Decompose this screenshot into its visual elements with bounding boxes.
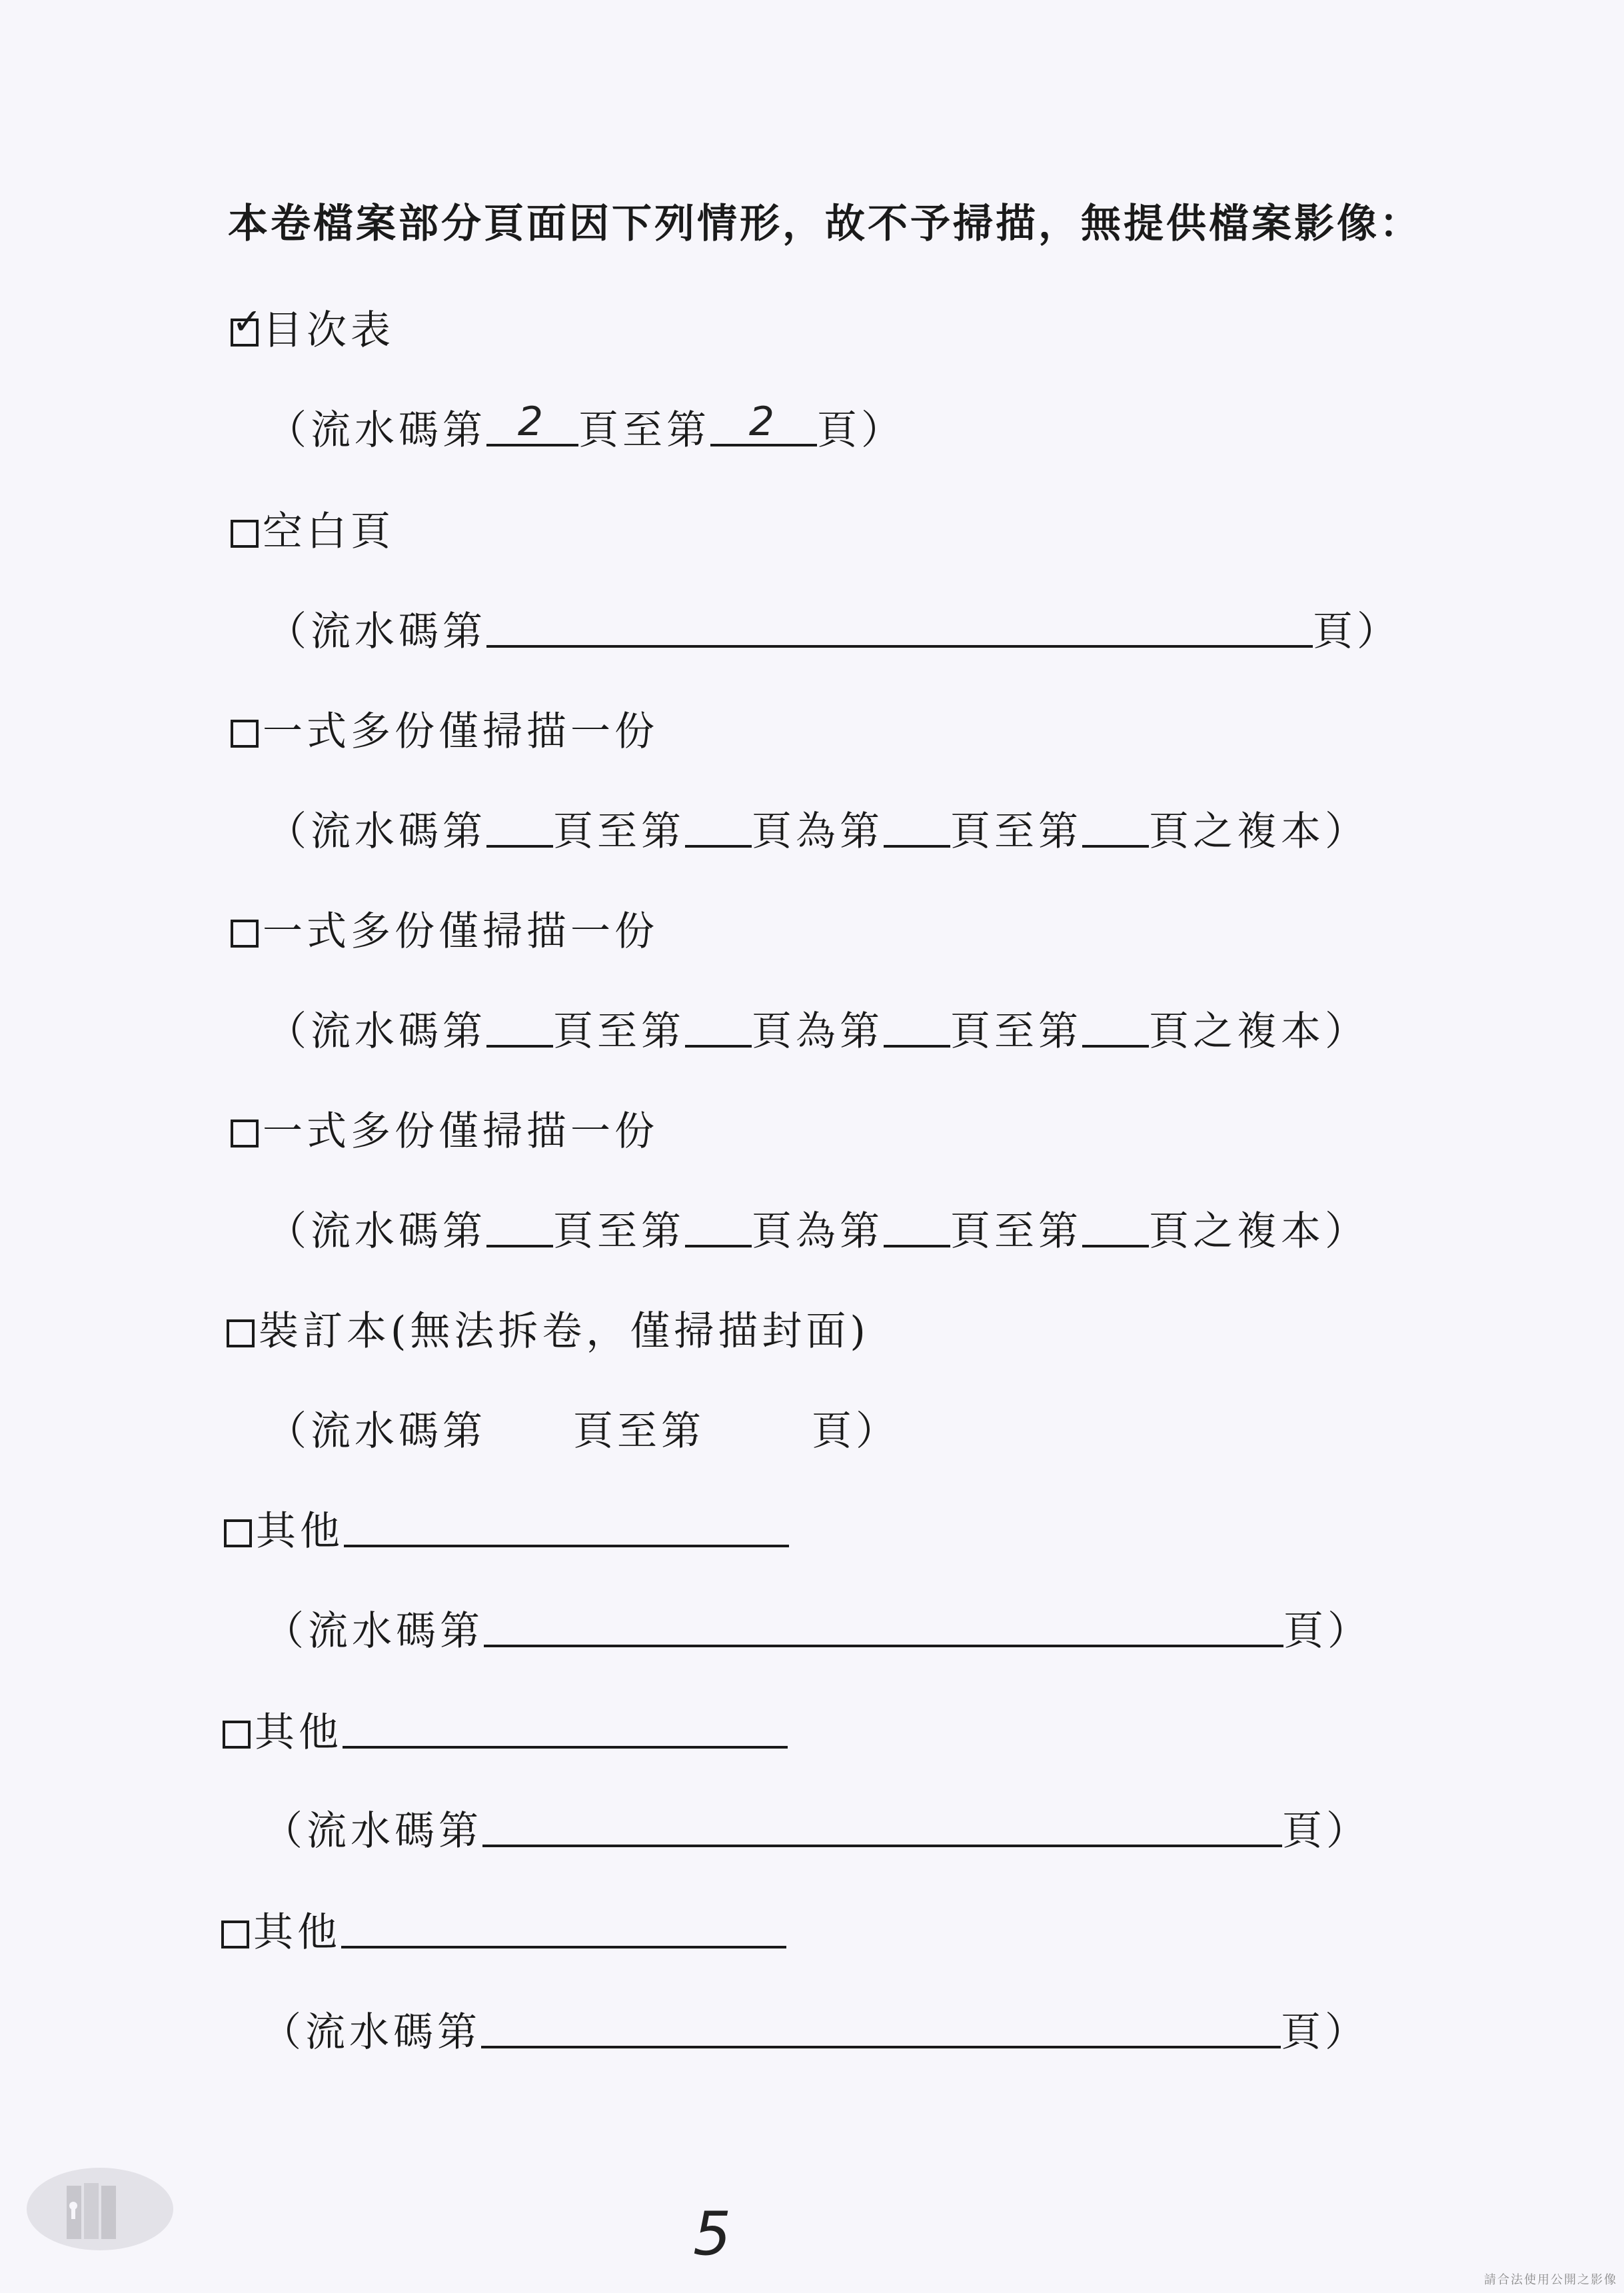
checkbox-item-other[interactable] [221, 1901, 786, 1958]
item-label: 一式多份僅掃描一份 [263, 708, 658, 755]
checkbox[interactable] [227, 1319, 255, 1347]
blank-field[interactable] [1082, 1213, 1149, 1247]
checkbox-item-multiple-copies[interactable] [231, 900, 658, 957]
checkbox[interactable] [221, 1920, 249, 1948]
item-label: 其他 [255, 1709, 343, 1756]
blank-field[interactable] [685, 1213, 752, 1247]
checkbox-item-blank-page[interactable] [231, 500, 395, 557]
detail-line-4: （流水碼第 頁至第 頁為第 頁至第 頁之複本） [267, 1008, 1369, 1055]
other-reason-field[interactable] [343, 1714, 788, 1749]
checkbox[interactable] [224, 1519, 252, 1547]
item-label: 一式多份僅掃描一份 [263, 908, 658, 955]
blank-field[interactable] [884, 1213, 950, 1247]
checkbox[interactable] [231, 920, 259, 948]
blank-field[interactable] [884, 813, 950, 848]
detail-line-8: （流水碼第 頁） [263, 1808, 1370, 1855]
blank-field[interactable] [486, 813, 553, 848]
item-label: 其他 [256, 1508, 344, 1555]
checkbox-item-other[interactable] [223, 1701, 788, 1758]
blank-field[interactable] [486, 1213, 553, 1247]
blank-field[interactable] [1082, 1013, 1149, 1048]
document-heading: 本卷檔案部分頁面因下列情形，故不予掃描，無提供檔案影像： [228, 201, 1422, 247]
blank-field[interactable] [1082, 813, 1149, 848]
checkbox-item-table-of-contents[interactable] [231, 299, 395, 356]
checkbox-item-multiple-copies[interactable] [231, 700, 658, 757]
blank-field[interactable] [685, 813, 752, 848]
archive-logo-icon [20, 2159, 173, 2259]
other-reason-field[interactable] [344, 1513, 789, 1547]
item-label: 裝訂本(無法拆卷，僅掃描封面) [259, 1308, 870, 1355]
handwritten-value: 2 [748, 398, 779, 445]
handwritten-page-number: 5 [693, 2199, 732, 2269]
blank-field[interactable] [685, 1013, 752, 1048]
checkbox[interactable] [231, 1120, 259, 1147]
blank-field[interactable] [486, 1013, 553, 1048]
item-label: 其他 [253, 1909, 341, 1956]
blank-field[interactable] [482, 1813, 1282, 1847]
blank-field[interactable] [884, 1013, 950, 1048]
checkbox[interactable] [231, 520, 259, 548]
detail-line-1: （流水碼第 2 頁至第 2 頁） [267, 398, 905, 454]
blank-field[interactable] [484, 1613, 1283, 1647]
blank-field[interactable] [486, 613, 1313, 648]
item-label: 一式多份僅掃描一份 [263, 1108, 658, 1155]
detail-line-9: （流水碼第 頁） [261, 2009, 1369, 2056]
item-label: 目次表 [263, 307, 395, 354]
blank-field[interactable] [481, 2014, 1281, 2048]
detail-line-3: （流水碼第 頁至第 頁為第 頁至第 頁之複本） [267, 808, 1369, 855]
checkbox[interactable] [223, 1721, 251, 1749]
checkbox-item-other[interactable] [224, 1499, 789, 1557]
checkbox-checked[interactable] [231, 301, 267, 347]
blank-field[interactable] [710, 398, 817, 446]
checkbox-item-multiple-copies[interactable] [231, 1100, 658, 1157]
checkbox-item-bound-volume[interactable] [227, 1299, 870, 1357]
checkmark-icon: ✓ [232, 301, 267, 343]
detail-line-5: （流水碼第 頁至第 頁為第 頁至第 頁之複本） [267, 1208, 1369, 1255]
other-reason-field[interactable] [341, 1914, 786, 1948]
detail-line-6: （流水碼第 頁至第 頁） [267, 1408, 900, 1455]
detail-line-2: （流水碼第 頁） [267, 608, 1401, 655]
detail-line-7: （流水碼第 頁） [264, 1608, 1371, 1655]
footer-notice: 請合法使用公開之影像 [1484, 2273, 1617, 2287]
item-label: 空白頁 [263, 508, 395, 555]
handwritten-value: 2 [517, 398, 548, 445]
checkbox[interactable] [231, 720, 259, 748]
blank-field[interactable] [486, 398, 578, 446]
